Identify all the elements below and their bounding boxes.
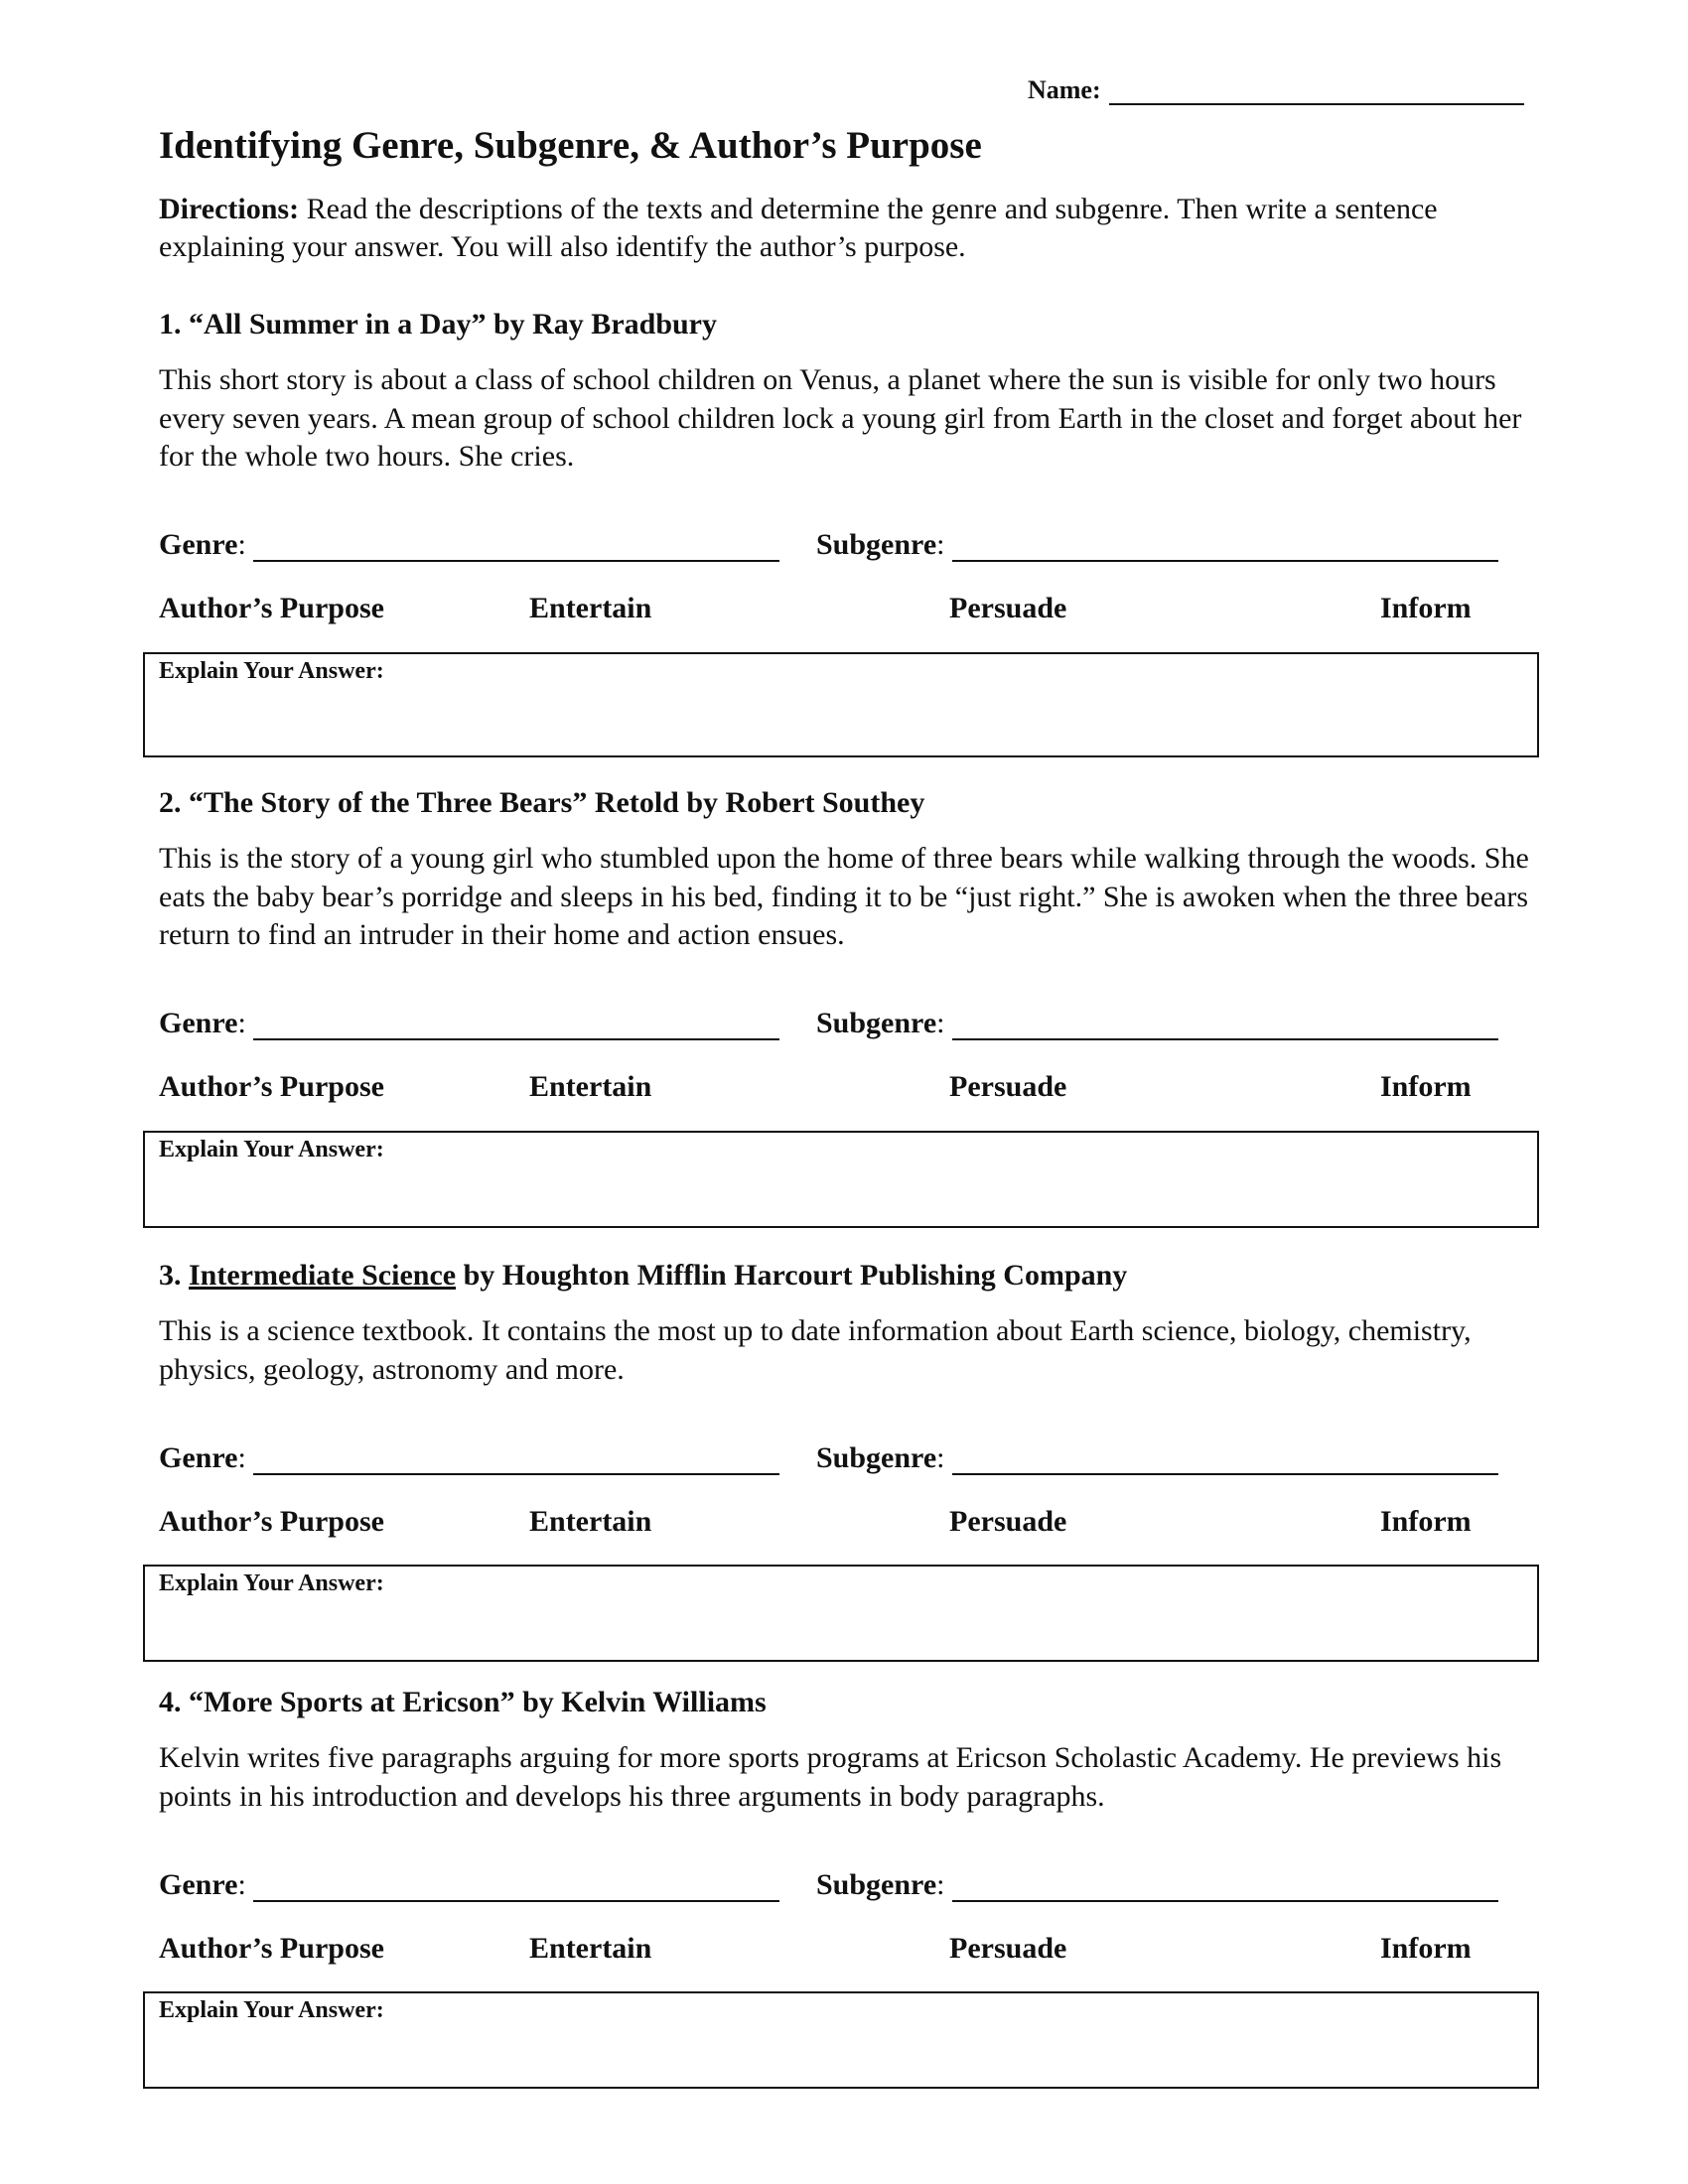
item-title-suffix: by Houghton Mifflin Harcourt Publishing Company	[456, 1259, 1128, 1292]
explain-answer-box[interactable]	[143, 1131, 1539, 1228]
item-title: “More Sports at Ericson” by Kelvin Williams	[189, 1686, 767, 1718]
purpose-entertain[interactable]: Entertain	[529, 592, 652, 624]
explain-answer-box[interactable]	[143, 1991, 1539, 2089]
explain-answer-box[interactable]	[143, 1565, 1539, 1662]
genre-label: Genre	[159, 528, 238, 561]
item-title: “All Summer in a Day” by Ray Bradbury	[189, 308, 718, 341]
item-heading	[159, 1686, 767, 1719]
item-title: “The Story of the Three Bears” Retold by Robert Southey	[189, 786, 925, 819]
name-label: Name:	[1028, 75, 1101, 104]
explain-label: Explain Your Answer:	[159, 1137, 384, 1162]
item-description: This is the story of a young girl who stumbled upon the home of three bears while walking through the woods. She eats the baby bear’s porridge and sleeps in his bed, finding it to be “just right.” She is awoken when the three bears return to find an intruder in their home and action ensues.	[159, 842, 1529, 951]
purpose-label: Author’s Purpose	[159, 1070, 384, 1103]
item-number: 1.	[159, 308, 189, 341]
genre-colon: :	[237, 528, 246, 561]
genre-blank[interactable]	[253, 530, 779, 562]
explain-label: Explain Your Answer:	[159, 658, 384, 684]
subgenre-blank[interactable]	[952, 530, 1498, 562]
purpose-entertain[interactable]: Entertain	[529, 1070, 652, 1103]
purpose-persuade[interactable]: Persuade	[949, 592, 1067, 624]
subgenre-label: Subgenre	[816, 1868, 937, 1901]
purpose-inform[interactable]: Inform	[1380, 592, 1472, 624]
genre-blank[interactable]	[253, 1009, 779, 1040]
subgenre-label: Subgenre	[816, 1441, 937, 1474]
purpose-persuade[interactable]: Persuade	[949, 1932, 1067, 1965]
purpose-label: Author’s Purpose	[159, 592, 384, 624]
item-description: This is a science textbook. It contains the most up to date information about Earth science, biology, chemistry, physics, geology, astronomy and more.	[159, 1314, 1472, 1386]
purpose-label: Author’s Purpose	[159, 1932, 384, 1965]
item-heading	[159, 786, 924, 820]
genre-colon: :	[237, 1007, 246, 1039]
subgenre-colon: :	[936, 528, 945, 561]
subgenre-blank[interactable]	[952, 1443, 1498, 1475]
genre-colon: :	[237, 1441, 246, 1474]
item-number: 3.	[159, 1259, 189, 1292]
genre-label: Genre	[159, 1007, 238, 1039]
item-description: Kelvin writes five paragraphs arguing for more sports programs at Ericson Scholastic Academy. He previews his points in his introduction and develops his three arguments in body paragraphs.	[159, 1741, 1502, 1813]
genre-colon: :	[237, 1868, 246, 1901]
purpose-entertain[interactable]: Entertain	[529, 1932, 652, 1965]
item-number: 4.	[159, 1686, 189, 1718]
name-blank[interactable]	[1109, 75, 1524, 105]
item-number: 2.	[159, 786, 189, 819]
subgenre-label: Subgenre	[816, 528, 937, 561]
directions-text: Read the descriptions of the texts and determine the genre and subgenre. Then write a sentence explaining your answer. You will also identify the author’s purpose.	[159, 193, 1438, 263]
genre-label: Genre	[159, 1868, 238, 1901]
genre-blank[interactable]	[253, 1870, 779, 1902]
item-title-underlined: Intermediate Science	[189, 1259, 457, 1292]
explain-answer-box[interactable]	[143, 652, 1539, 757]
page-title: Identifying Genre, Subgenre, & Author’s Purpose	[159, 124, 982, 167]
name-field[interactable]	[1028, 75, 1524, 105]
item-heading	[159, 308, 717, 341]
subgenre-colon: :	[936, 1007, 945, 1039]
subgenre-label: Subgenre	[816, 1007, 937, 1039]
directions	[159, 191, 1549, 266]
subgenre-blank[interactable]	[952, 1870, 1498, 1902]
purpose-entertain[interactable]: Entertain	[529, 1505, 652, 1538]
purpose-inform[interactable]: Inform	[1380, 1932, 1472, 1965]
subgenre-colon: :	[936, 1868, 945, 1901]
purpose-persuade[interactable]: Persuade	[949, 1505, 1067, 1538]
explain-label: Explain Your Answer:	[159, 1997, 384, 2023]
item-heading	[159, 1259, 1127, 1293]
purpose-label: Author’s Purpose	[159, 1505, 384, 1538]
purpose-inform[interactable]: Inform	[1380, 1505, 1472, 1538]
purpose-persuade[interactable]: Persuade	[949, 1070, 1067, 1103]
genre-label: Genre	[159, 1441, 238, 1474]
directions-label: Directions:	[159, 193, 300, 225]
subgenre-colon: :	[936, 1441, 945, 1474]
explain-label: Explain Your Answer:	[159, 1570, 384, 1596]
purpose-inform[interactable]: Inform	[1380, 1070, 1472, 1103]
genre-blank[interactable]	[253, 1443, 779, 1475]
item-description: This short story is about a class of school children on Venus, a planet where the sun is visible for only two hours every seven years. A mean group of school children lock a young girl from Earth in the closet and forget about her for the whole two hours. She cries.	[159, 363, 1522, 473]
subgenre-blank[interactable]	[952, 1009, 1498, 1040]
